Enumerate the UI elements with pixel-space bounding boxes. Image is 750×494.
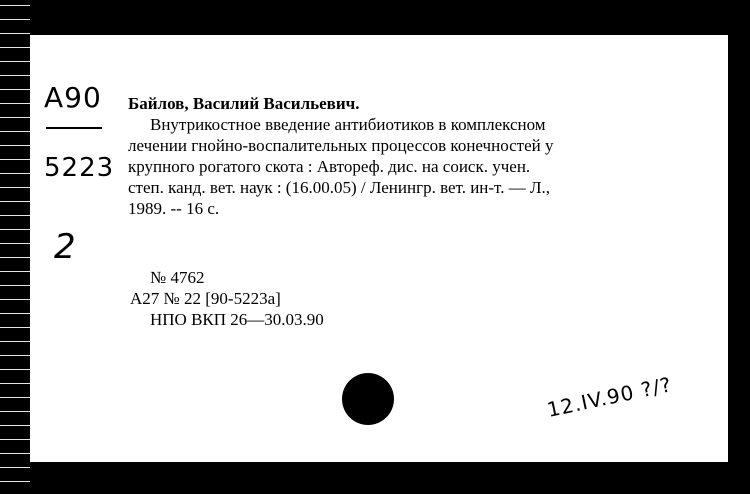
copy-mark: 2 (54, 227, 76, 267)
catalog-card (30, 35, 728, 462)
scan-edge-left (0, 0, 30, 494)
author-name: Байлов, Василий Васильевич. (128, 94, 360, 113)
description-line: Внутрикостное введение антибиотиков в комплексном (150, 115, 546, 134)
description-line: крупного рогатого скота : Автореф. дис. на соиск. учен. (128, 157, 531, 176)
call-number-bottom: 5223 (44, 153, 115, 183)
record-number: № 4762 (150, 268, 205, 287)
call-number-top: A90 (44, 81, 102, 114)
card-metadata (130, 267, 324, 330)
npo-line: НПО ВКП 26—30.03.90 (150, 310, 324, 329)
description-line: лечении гнойно-воспалительных процессов конечностей у (128, 136, 554, 155)
punch-hole (342, 373, 394, 425)
call-number-divider (46, 127, 102, 129)
bibliographic-entry (128, 93, 718, 219)
catalog-line: А27 № 22 [90-5223а] (130, 289, 281, 308)
description-line: степ. канд. вет. наук : (16.00.05) / Ленингр. вет. ин-т. — Л., (128, 178, 550, 197)
scan-edge-right (728, 0, 750, 494)
description-line: 1989. -- 16 с. (128, 199, 220, 218)
handwritten-stamp: 12.IV.90 ?/? (544, 372, 675, 422)
